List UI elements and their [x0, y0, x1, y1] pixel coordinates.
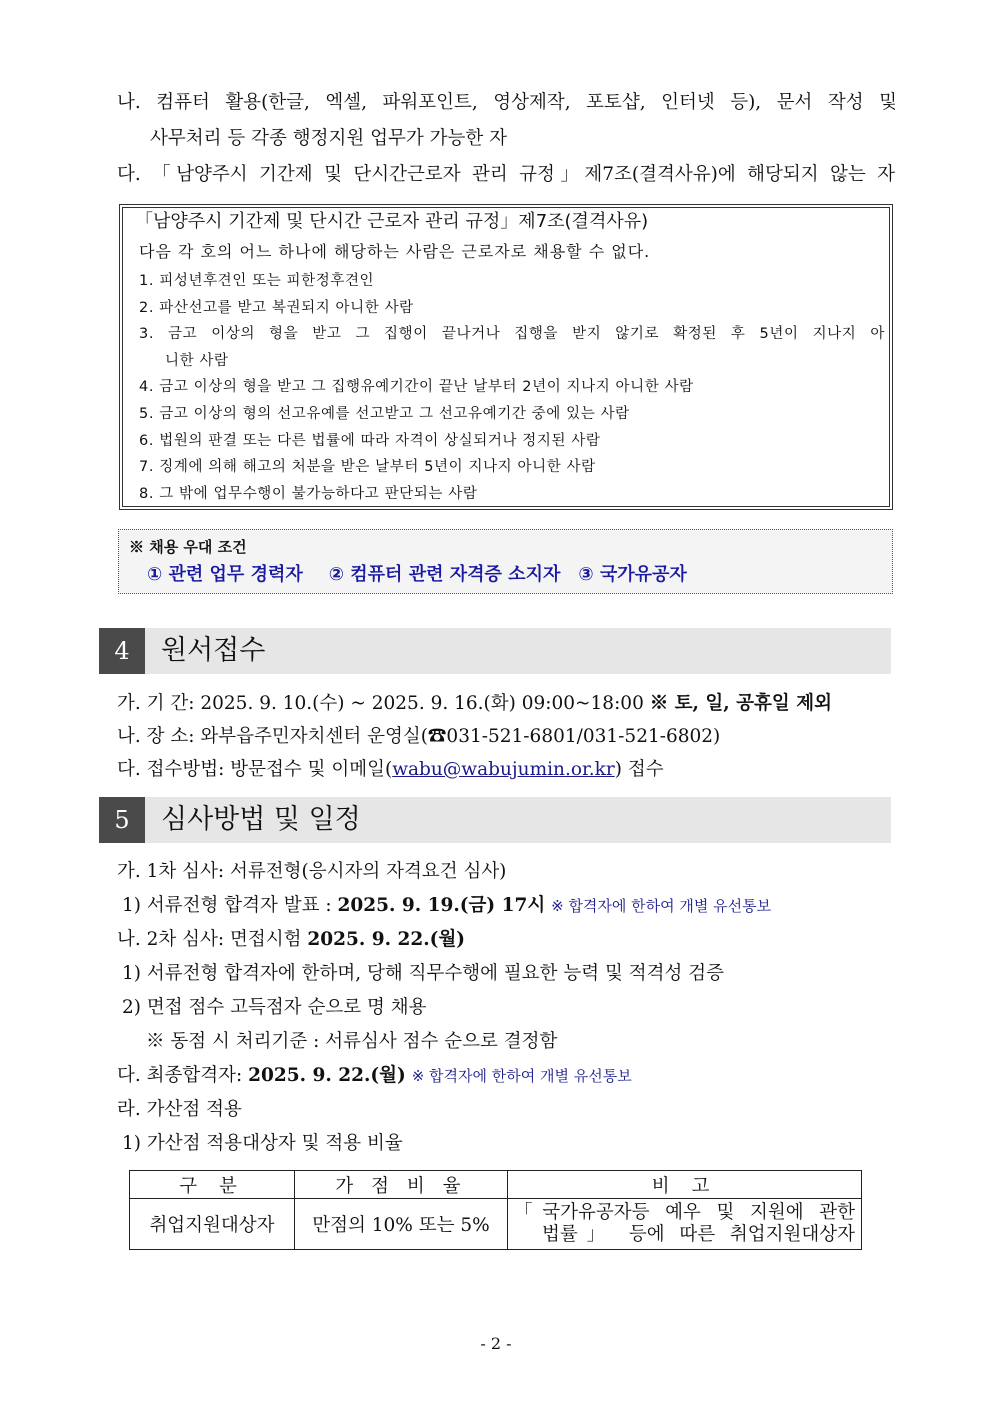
final-date: 2025. 9. 22.(월): [248, 1065, 406, 1086]
section4-header: [99, 628, 891, 674]
bonus-sub: 1) 가산점 적용대상자 및 적용 비율: [122, 1133, 403, 1154]
email-link[interactable]: wabu@wabujumin.or.kr: [392, 759, 615, 780]
qualification-na-line2: 사무처리 등 각종 행정지원 업무가 가능한 자: [150, 128, 507, 149]
table-header: 비 고: [508, 1171, 862, 1199]
bonus-table: [129, 1170, 862, 1250]
table-header-row: [130, 1171, 862, 1199]
list-item: 4. 금고 이상의 형을 받고 그 집행유예기간이 끝난 날부터 2년이 지나지 아니한 사람: [139, 379, 694, 396]
table-cell: 취업지원대상자: [130, 1199, 295, 1250]
preference-item: ② 컴퓨터 관련 자격증 소지자: [328, 564, 561, 585]
second-item-1: 1) 서류전형 합격자에 한하며, 당해 직무수행에 필요한 능력 및 적격성 검증: [122, 963, 724, 984]
preference-item: ① 관련 업무 경력자: [147, 564, 303, 585]
period-text: 가. 기 간: 2025. 9. 10.(수) ~ 2025. 9. 16.(화) 09:00~18:00: [117, 693, 644, 714]
final-note: ※ 합격자에 한하여 개별 유선통보: [411, 1067, 632, 1085]
section4-method: [117, 758, 664, 782]
table-cell-note: [508, 1199, 862, 1250]
list-item: 6. 법원의 판결 또는 다른 법률에 따라 자격이 상실되거나 정지된 사람: [139, 432, 601, 449]
section5-title: 심사방법 및 일정: [161, 804, 361, 835]
list-item: 7. 징계에 의해 해고의 처분을 받은 날부터 5년이 지나지 아니한 사람: [139, 459, 596, 476]
first-result-text: 1) 서류전형 합격자 발표 :: [122, 895, 338, 916]
first-result-date: 2025. 9. 19.(금) 17시: [337, 895, 546, 916]
section4-title: 원서접수: [161, 635, 266, 666]
period-note: ※ 토, 일, 공휴일 제외: [649, 693, 832, 714]
note-line: 법률」 등에 따른 취업지원대상자: [542, 1224, 855, 1245]
disqualification-box: [122, 207, 890, 507]
note-line: 「국가유공자등 예우 및 지원에 관한: [514, 1202, 855, 1223]
final-text: 다. 최종합격자:: [117, 1065, 249, 1086]
second-review-date: 2025. 9. 22.(월): [307, 929, 466, 950]
method-text: 다. 접수방법: 방문접수 및 이메일(: [117, 759, 393, 780]
list-item: 2. 파산선고를 받고 복권되지 아니한 사람: [139, 299, 414, 316]
preference-item: ③ 국가유공자: [578, 564, 687, 585]
table-row: [130, 1199, 862, 1250]
section4-number: 4: [99, 628, 145, 674]
tie-rule: ※ 동점 시 처리기준 : 서류심사 점수 순으로 결정함: [146, 1031, 558, 1052]
section5-header: [99, 797, 891, 843]
disqualification-intro: 다음 각 호의 어느 하나에 해당하는 사람은 근로자로 채용할 수 없다.: [139, 242, 651, 261]
preference-items: [147, 563, 687, 587]
disqualification-title: 「남양주시 기간제 및 단시간 근로자 관리 규정」제7조(결격사유): [135, 211, 649, 232]
qualification-na-line1: 나. 컴퓨터 활용(한글, 엑셀, 파워포인트, 영상제작, 포토샵, 인터넷 등), 문서 작성 및: [117, 92, 897, 113]
list-item: 5. 금고 이상의 형의 선고유예를 선고받고 그 선고유예기간 중에 있는 사람: [139, 405, 630, 422]
preference-title: ※ 채용 우대 조건: [129, 538, 247, 556]
section4-period: [117, 692, 832, 716]
list-item: 3. 금고 이상의 형을 받고 그 집행이 끝나거나 집행을 받지 않기로 확정된 후 5년이 지나지 아: [139, 326, 885, 343]
table-header: 구 분: [130, 1171, 295, 1199]
disqualification-list: [139, 268, 885, 507]
first-result-note: ※ 합격자에 한하여 개별 유선통보: [551, 897, 772, 915]
section5-number: 5: [99, 797, 145, 843]
second-review-text: 나. 2차 심사: 면접시험: [117, 929, 308, 950]
page-number: - 2 -: [480, 1334, 512, 1353]
second-review: [117, 928, 465, 952]
first-result: [122, 894, 771, 918]
list-item: 니한 사람: [165, 352, 229, 369]
section4-place: 나. 장 소: 와부읍주민자치센터 운영실(☎031-521-6801/031-521-6802): [117, 726, 721, 747]
list-item: 8. 그 밖에 업무수행이 불가능하다고 판단되는 사람: [139, 485, 478, 502]
second-item-2: 2) 면접 점수 고득점자 순으로 명 채용: [122, 997, 427, 1018]
first-review: 가. 1차 심사: 서류전형(응시자의 자격요건 심사): [117, 861, 507, 882]
preference-box: [118, 529, 893, 594]
qualification-da-line: 다. 「남양주시 기간제 및 단시간근로자 관리 규정」제7조(결격사유)에 해당되지 않는 자: [117, 164, 895, 185]
table-cell: 만점의 10% 또는 5%: [295, 1199, 508, 1250]
table-header: 가 점 비 율: [295, 1171, 508, 1199]
list-item: 1. 피성년후견인 또는 피한정후견인: [139, 273, 375, 289]
bonus-title: 라. 가산점 적용: [117, 1099, 242, 1120]
method-suffix: ) 접수: [614, 759, 664, 780]
final-result: [117, 1064, 632, 1088]
